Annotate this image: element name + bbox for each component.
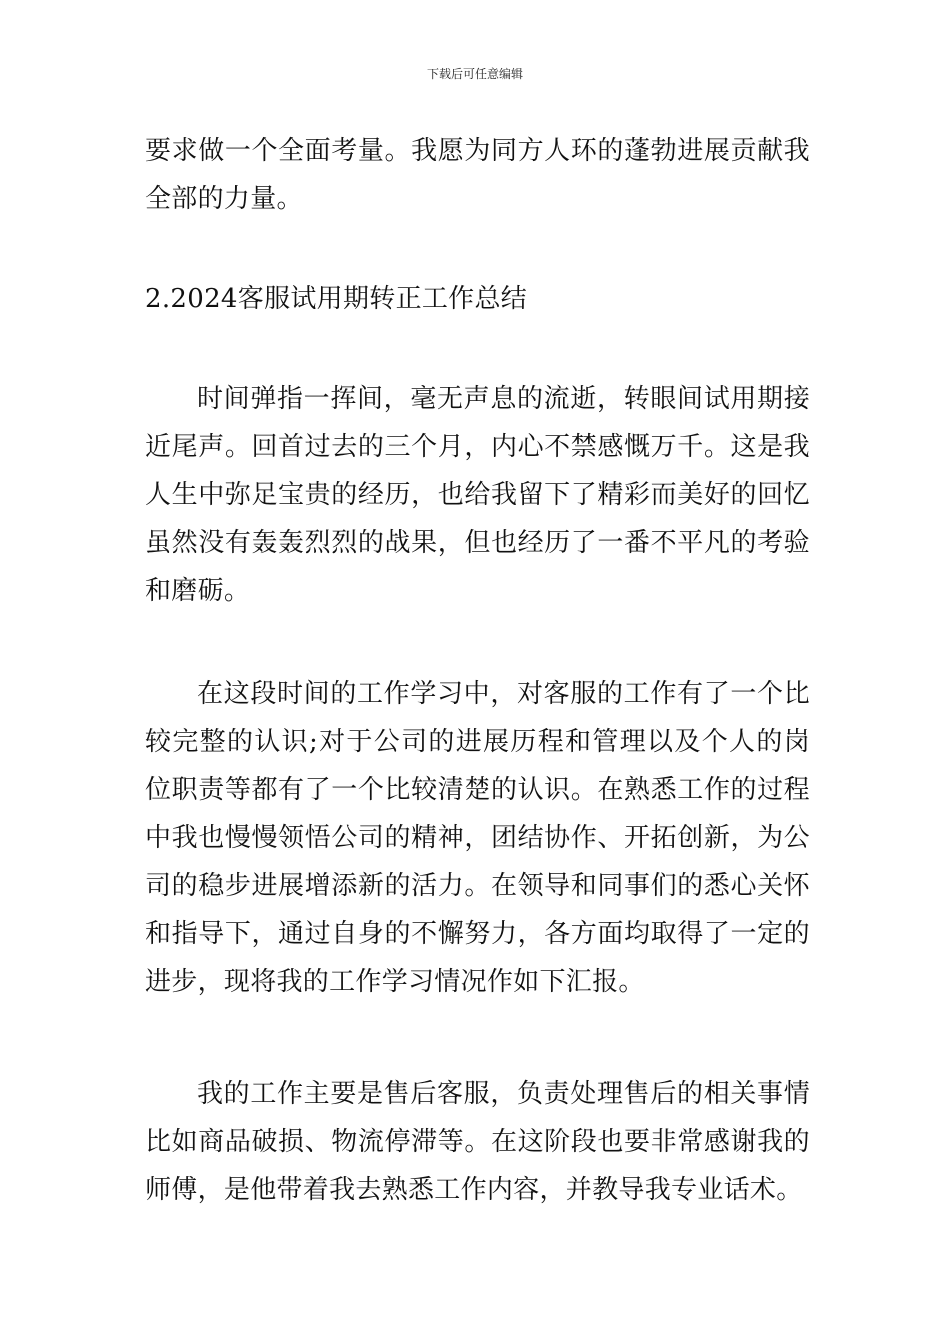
paragraph-block-2 xyxy=(145,670,810,1006)
section-heading: 2.2024客服试用期转正工作总结 xyxy=(145,284,528,314)
paragraph-block-1 xyxy=(145,375,810,615)
intro-block xyxy=(145,127,810,223)
page-header-note: 下载后可任意编辑 xyxy=(426,67,523,81)
paragraph-block-3 xyxy=(145,1070,810,1214)
body-paragraph: 时间弹指一挥间，毫无声息的流逝，转眼间试用期接近尾声。回首过去的三个月，内心不禁感慨万千。这是我人生中弥足宝贵的经历，也给我留下了精彩而美好的回忆虽然没有轰轰烈烈的战果，但也经历了一番不平凡的考验和磨砺。 xyxy=(145,384,810,606)
body-paragraph: 在这段时间的工作学习中，对客服的工作有了一个比较完整的认识;对于公司的进展历程和管理以及个人的岗位职责等都有了一个比较清楚的认识。在熟悉工作的过程中我也慢慢领悟公司的精神，团结协作、开拓创新，为公司的稳步进展增添新的活力。在领导和同事们的悉心关怀和指导下，通过自身的不懈努力，各方面均取得了一定的进步，现将我的工作学习情况作如下汇报。 xyxy=(145,679,810,997)
body-paragraph: 我的工作主要是售后客服，负责处理售后的相关事情比如商品破损、物流停滞等。在这阶段也要非常感谢我的师傅，是他带着我去熟悉工作内容，并教导我专业话术。 xyxy=(145,1079,810,1205)
heading-block xyxy=(145,275,810,323)
intro-paragraph: 要求做一个全面考量。我愿为同方人环的蓬勃进展贡献我全部的力量。 xyxy=(145,136,810,214)
